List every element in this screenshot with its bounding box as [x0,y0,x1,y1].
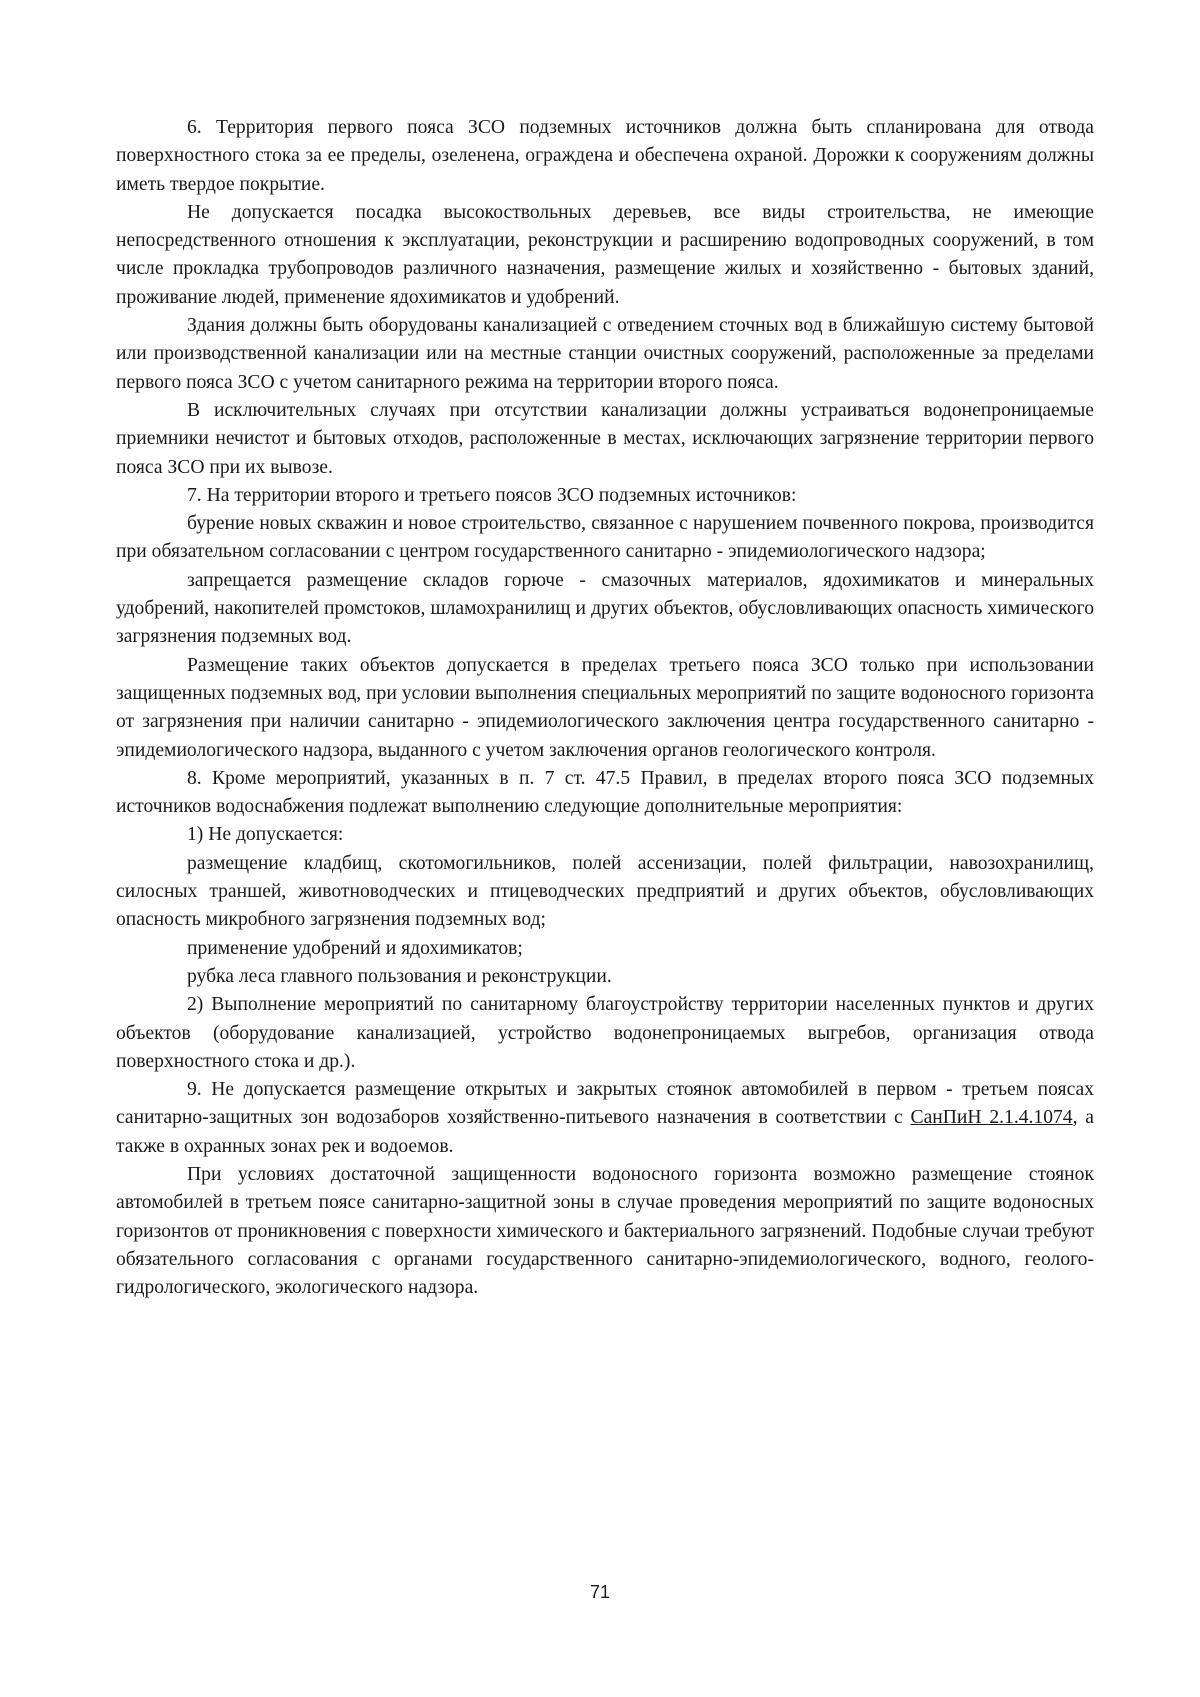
paragraph-parking-conditions: При условиях достаточной защищенности водоносного горизонта возможно размещение стоянок автомобилей в третьем поясе санитарно-защитной зоны в случае проведения мероприятий по защите водоносных горизонтов от проникновения с поверхности химического и бактериального загрязнений. Подобные случаи требуют обязательного согласования с органами государственного санитарно-эпидемиологического, водного, геолого-гидрологического, экологического надзора. [116,1163,1094,1299]
paragraph-8-measures: 8. Кроме мероприятий, указанных в п. 7 ст. 47.5 Правил, в пределах второго пояса ЗСО подземных источников водоснабжения подлежат выполнению следующие дополнительные мероприятия: [116,767,1094,818]
paragraph-drilling: бурение новых скважин и новое строительство, связанное с нарушением почвенного покрова, производится при обязательном согласовании с центром государственного санитарно - эпидемиологического надзора; [116,513,1094,563]
paragraph-9-parking [116,1076,1094,1161]
paragraph-storage-prohibited: запрещается размещение складов горюче - смазочных материалов, ядохимикатов и минеральных удобрений, накопителей промстоков, шламохранилищ и других объектов, обусловливающих опасность химического загрязнения подземных вод. [116,569,1094,648]
paragraph-logging: рубка леса главного пользования и реконструкции. [187,965,612,987]
page-number: 71 [589,1582,611,1602]
paragraph-fertilizers: применение удобрений и ядохимикатов; [187,937,523,959]
document-body [116,114,1094,1302]
paragraph-prohibited-planting: Не допускается посадка высокоствольных деревьев, все виды строительства, не имеющие непосредственного отношения к эксплуатации, реконструкции и расширению водопроводных сооружений, в том числе прокладка трубопроводов различного назначения, размещение жилых и хозяйственно - бытовых зданий, проживание людей, применение ядохимикатов и удобрений. [116,201,1094,308]
paragraph-buildings-sewerage: Здания должны быть оборудованы канализацией с отведением сточных вод в ближайшую систему бытовой или производственной канализации или на местные станции очистных сооружений, расположенные за пределами первого пояса ЗСО с учетом санитарного режима на территории второго пояса. [116,315,1094,393]
paragraph-cemeteries: размещение кладбищ, скотомогильников, полей ассенизации, полей фильтрации, навозохранилищ, силосных траншей, животноводческих и птицеводческих предприятий и других объектов, обусловливающих опасность микробного загрязнения подземных вод; [116,852,1094,931]
paragraph-6-territory: 6. Территория первого пояса ЗСО подземных источников должна быть спланирована для отвода поверхностного стока за ее пределы, озеленена, ограждена и обеспечена охраной. Дорожки к сооружениям должны иметь твердое покрытие. [116,117,1094,195]
paragraph-exceptional-cases: В исключительных случаях при отсутствии канализации должны устраиваться водонепроницаемые приемники нечистот и бытовых отходов, расположенные в местах, исключающих загрязнение территории первого пояса ЗСО при их вывозе. [116,399,1094,478]
sanpin-link[interactable]: СанПиН 2.1.4.1074 [910,1107,1073,1129]
paragraph-sanitary-measures: 2) Выполнение мероприятий по санитарному благоустройству территории населенных пунктов и других объектов (оборудование канализацией, устройство водонепроницаемых выгребов, организация отвода поверхностного стока и др.). [116,994,1094,1072]
paragraph-third-zone-placement: Размещение таких объектов допускается в пределах третьего пояса ЗСО только при использовании защищенных подземных вод, при условии выполнения специальных мероприятий по защите водоносного горизонта от загрязнения при наличии санитарно - эпидемиологического заключения центра государственного санитарно - эпидемиологического надзора, выданного с учетом заключения органов геологического контроля. [116,654,1094,761]
paragraph-not-allowed-heading: 1) Не допускается: [187,824,344,846]
paragraph-9-text-start: 9. Не допускается размещение открытых и закрытых стоянок автомобилей в первом - третьем поясах санитарно-защитных зон водозаборов хозяйственно-питьевого назначения в соответствии с [116,1079,1094,1129]
paragraph-7-zones: 7. На территории второго и третьего поясов ЗСО подземных источников: [187,484,797,506]
paragraph-9-text-end: , а также в охранных зонах рек и водоемов. [116,1107,1094,1157]
